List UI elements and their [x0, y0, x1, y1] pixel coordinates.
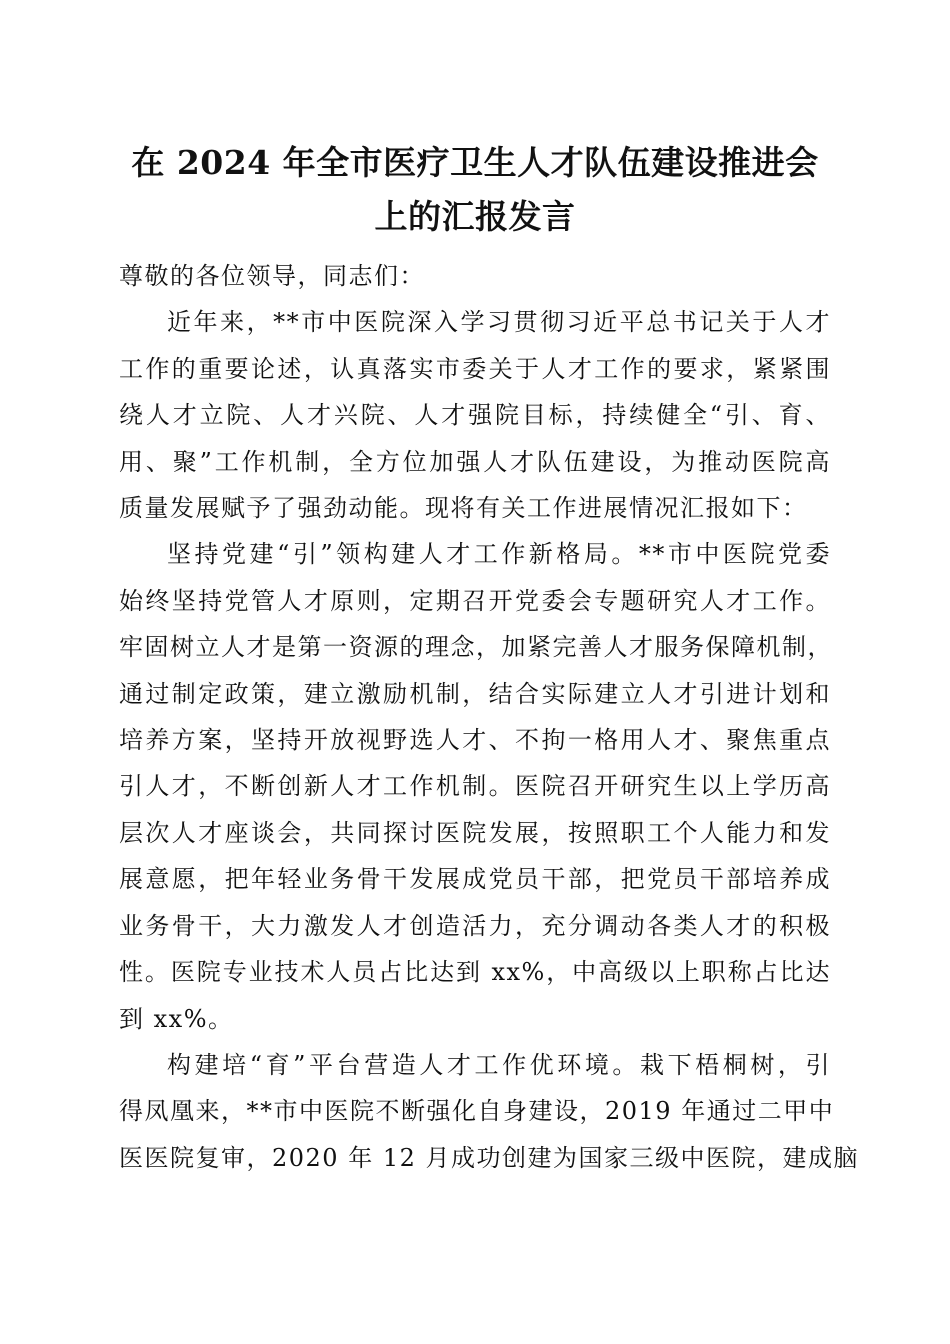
title-line-2: 上的汇报发言	[374, 197, 576, 236]
paragraph-2-line: 展意愿，把年轻业务骨干发展成党员干部，把党员干部培养成	[119, 865, 831, 894]
paragraph-2-line: 牢固树立人才是第一资源的理念，加紧完善人才服务保障机制，	[119, 633, 833, 662]
paragraph-2-line: 到 xx%。	[119, 1004, 234, 1033]
paragraph-3-line: 构建培“育”平台营造人才工作优环境。栽下梧桐树，引	[167, 1050, 831, 1079]
paragraph-2-line: 性。医院专业技术人员占比达到 xx%，中高级以上职称占比达	[119, 958, 831, 987]
paragraph-1-line: 绕人才立院、人才兴院、人才强院目标，持续健全“引、育、	[119, 401, 831, 430]
salutation: 尊敬的各位领导，同志们：	[119, 262, 425, 290]
document-body	[119, 253, 860, 1181]
paragraph-3-line: 医医院复审，2020 年 12 月成功创建为国家三级中医院，建成脑	[119, 1143, 860, 1172]
paragraph-2-line: 通过制定政策，建立激励机制，结合实际建立人才引进计划和	[119, 679, 831, 708]
paragraph-2-line: 层次人才座谈会，共同探讨医院发展，按照职工个人能力和发	[119, 818, 831, 847]
paragraph-3-line: 得凤凰来，**市中医院不断强化自身建设，2019 年通过二甲中	[119, 1097, 835, 1126]
paragraph-1-line: 工作的重要论述，认真落实市委关于人才工作的要求，紧紧围	[119, 354, 831, 383]
title-line-1: 在 2024 年全市医疗卫生人才队伍建设推进会	[131, 143, 819, 182]
paragraph-2-line: 坚持党建“引”领构建人才工作新格局。**市中医院党委	[167, 540, 831, 569]
paragraph-1-line: 近年来，**市中医院深入学习贯彻习近平总书记关于人才	[167, 308, 831, 337]
paragraph-2-line: 业务骨干，大力激发人才创造活力，充分调动各类人才的积极	[119, 911, 831, 940]
paragraph-1-line: 质量发展赋予了强劲动能。现将有关工作进展情况汇报如下：	[119, 494, 808, 523]
paragraph-2-line: 培养方案，坚持开放视野选人才、不拘一格用人才、聚焦重点	[119, 726, 831, 755]
paragraph-2-line: 始终坚持党管人才原则，定期召开党委会专题研究人才工作。	[119, 586, 831, 615]
paragraph-1-line: 用、聚”工作机制，全方位加强人才队伍建设，为推动医院高	[119, 447, 831, 476]
document-title	[100, 136, 850, 244]
paragraph-2-line: 引人才，不断创新人才工作机制。医院召开研究生以上学历高	[119, 772, 831, 801]
